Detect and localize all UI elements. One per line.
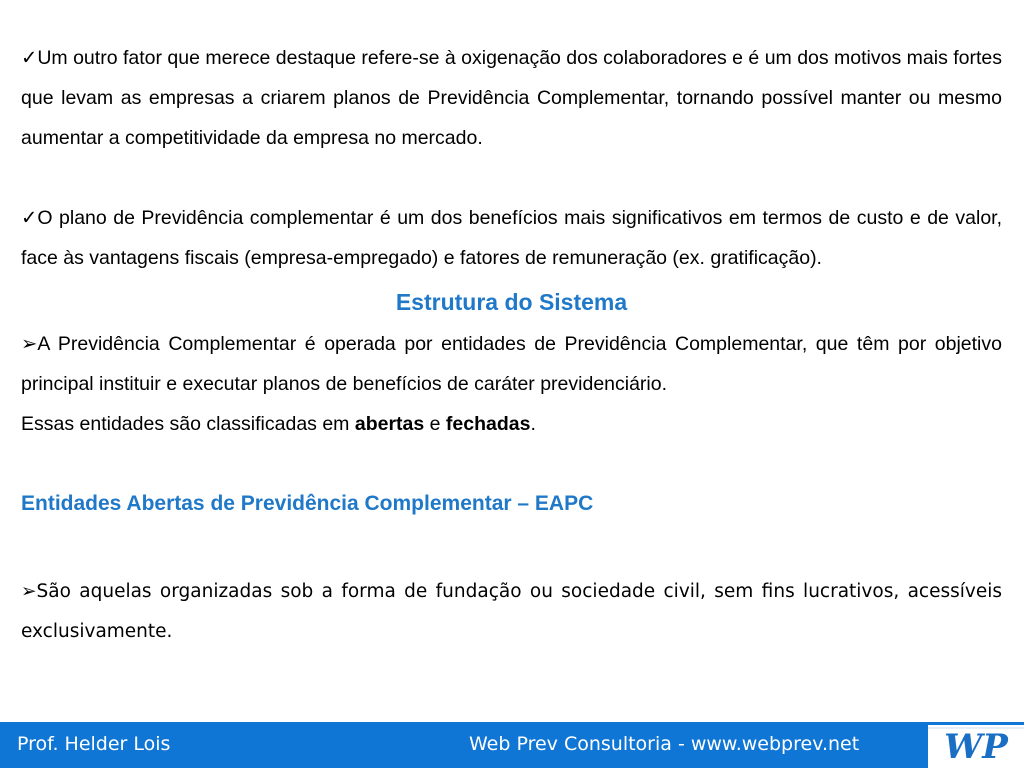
classificacao-abertas: abertas xyxy=(354,413,425,435)
paragraph-oxigenacao-text: Um outro fator que merece destaque refere-se à oxigenação dos colaboradores e é um dos motivos mais fortes que levam as empresas a criarem planos de Previdência Complementar, tornando possível manter ou mesmo aumentar a competitividade da empresa no mercado. xyxy=(21,47,1003,149)
footer-author: Prof. Helder Lois xyxy=(17,733,171,755)
paragraph-operacao-text: A Previdência Complementar é operada por entidades de Previdência Complementar, que têm por objetivo principal instituir e executar planos de benefícios de caráter previdenciário. xyxy=(21,333,1002,395)
spacer xyxy=(21,444,1002,484)
webprev-logo xyxy=(928,725,1024,768)
checkmark-icon: ✓ xyxy=(21,47,38,69)
logo-letters: WP xyxy=(944,727,1008,767)
arrow-bullet-icon: ➢ xyxy=(21,581,37,602)
classificacao-fechadas: fechadas xyxy=(445,413,531,435)
paragraph-operacao xyxy=(21,324,1002,404)
webprev-logo-icon xyxy=(928,725,1024,768)
footer-bar xyxy=(0,722,1024,768)
footer-company: Web Prev Consultoria - www.webprev.net xyxy=(469,733,860,755)
paragraph-eapc-text: São aquelas organizadas sob a forma de fundação ou sociedade civil, sem fins lucrativos, acessíveis exclusivamente. xyxy=(21,581,1002,642)
spacer xyxy=(21,158,1002,198)
arrow-bullet-icon: ➢ xyxy=(21,333,38,355)
paragraph-oxigenacao xyxy=(21,38,1002,158)
checkmark-icon: ✓ xyxy=(21,207,38,229)
paragraph-classificacao xyxy=(21,404,1002,444)
classificacao-middle: e xyxy=(424,413,446,435)
classificacao-prefix: Essas entidades são classificadas em xyxy=(21,413,355,435)
slide-content xyxy=(21,38,1002,652)
classificacao-suffix: . xyxy=(530,413,536,435)
spacer xyxy=(21,524,1002,564)
paragraph-eapc xyxy=(21,572,1002,652)
paragraph-beneficios-text: O plano de Previdência complementar é um dos benefícios mais significativos em termos de custo e de valor, face às vantagens fiscais (empresa-empregado) e fatores de remuneração (ex. gratificação). xyxy=(21,207,1002,269)
paragraph-beneficios xyxy=(21,198,1002,278)
subsection-title: Entidades Abertas de Previdência Complementar – EAPC xyxy=(21,492,594,515)
section-title: Estrutura do Sistema xyxy=(395,289,628,315)
